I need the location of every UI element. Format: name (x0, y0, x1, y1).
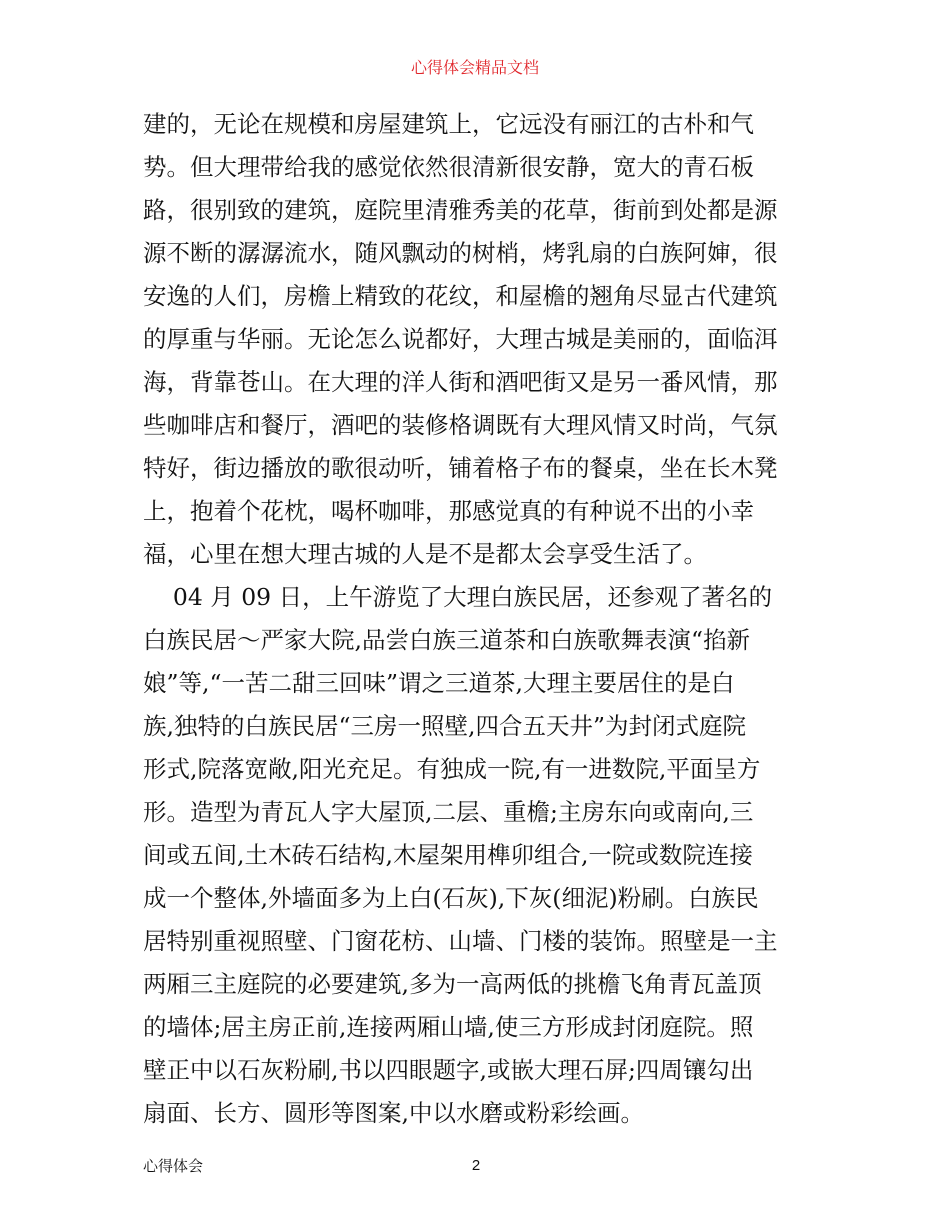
page-header-title: 心得体会精品文档 (410, 58, 539, 77)
text-line: 族,独特的白族民居“三房一照壁,四合五天井”为封闭式庭院 (143, 712, 746, 740)
text-line: 的厚重与华丽。无论怎么说都好，大理古城是美丽的，面临洱 (143, 325, 778, 353)
page-footer-label: 心得体会 (143, 1157, 204, 1175)
text-line: 福，心里在想大理古城的人是不是都太会享受生活了。 (143, 540, 707, 568)
text-line: 居特别重视照壁、门窗花枋、山墙、门楼的装饰。照壁是一主 (143, 927, 778, 955)
text-line: 势。但大理带给我的感觉依然很清新很安静，宽大的青石板 (143, 153, 754, 181)
text-line: 扇面、长方、圆形等图案,中以水磨或粉彩绘画。 (143, 1099, 644, 1127)
text-line: 成一个整体,外墙面多为上白(石灰),下灰(细泥)粉刷。白族民 (143, 884, 759, 912)
text-line: 建的，无论在规模和房屋建筑上，它远没有丽江的古朴和气 (143, 110, 754, 138)
text-line: 路，很别致的建筑，庭院里清雅秀美的花草，街前到处都是源 (143, 196, 778, 224)
paragraph-2 (143, 576, 811, 1135)
text-line: 壁正中以石灰粉刷,书以四眼题字,或嵌大理石屏;四周镶勾出 (143, 1056, 754, 1084)
text-line: 上，抱着个花枕，喝杯咖啡，那感觉真的有种说不出的小幸 (143, 497, 754, 525)
text-line: 特好，街边播放的歌很动听，铺着格子布的餐桌，坐在长木凳 (143, 454, 778, 482)
document-body (143, 103, 811, 1135)
text-line: 海，背靠苍山。在大理的洋人街和酒吧街又是另一番风情，那 (143, 368, 778, 396)
text-line: 白族民居～严家大院,品尝白族三道茶和白族歌舞表演“掐新 (143, 626, 750, 654)
text-line: 形。造型为青瓦人字大屋顶,二层、重檐;主房东向或南向,三 (143, 798, 754, 826)
text-line: 娘”等,“一苦二甜三回味”谓之三道茶,大理主要居住的是白 (143, 669, 735, 697)
text-line: 两厢三主庭院的必要建筑,多为一高两低的挑檐飞角青瓦盖顶 (143, 970, 762, 998)
paragraph-1 (143, 103, 811, 576)
text-line: 的墙体;居主房正前,连接两厢山墙,使三方形成封闭庭院。照 (143, 1013, 754, 1041)
text-line: 形式,院落宽敞,阳光充足。有独成一院,有一进数院,平面呈方 (143, 755, 761, 783)
page-number: 2 (471, 1157, 481, 1174)
text-line: 04 月 09 日，上午游览了大理白族民居，还参观了著名的 (143, 583, 773, 611)
text-line: 些咖啡店和餐厅，酒吧的装修格调既有大理风情又时尚，气氛 (143, 411, 778, 439)
text-line: 安逸的人们，房檐上精致的花纹，和屋檐的翘角尽显古代建筑 (143, 282, 778, 310)
text-line: 间或五间,土木砖石结构,木屋架用榫卯组合,一院或数院连接 (143, 841, 753, 869)
text-line: 源不断的潺潺流水，随风飘动的树梢，烤乳扇的白族阿婶，很 (143, 239, 778, 267)
